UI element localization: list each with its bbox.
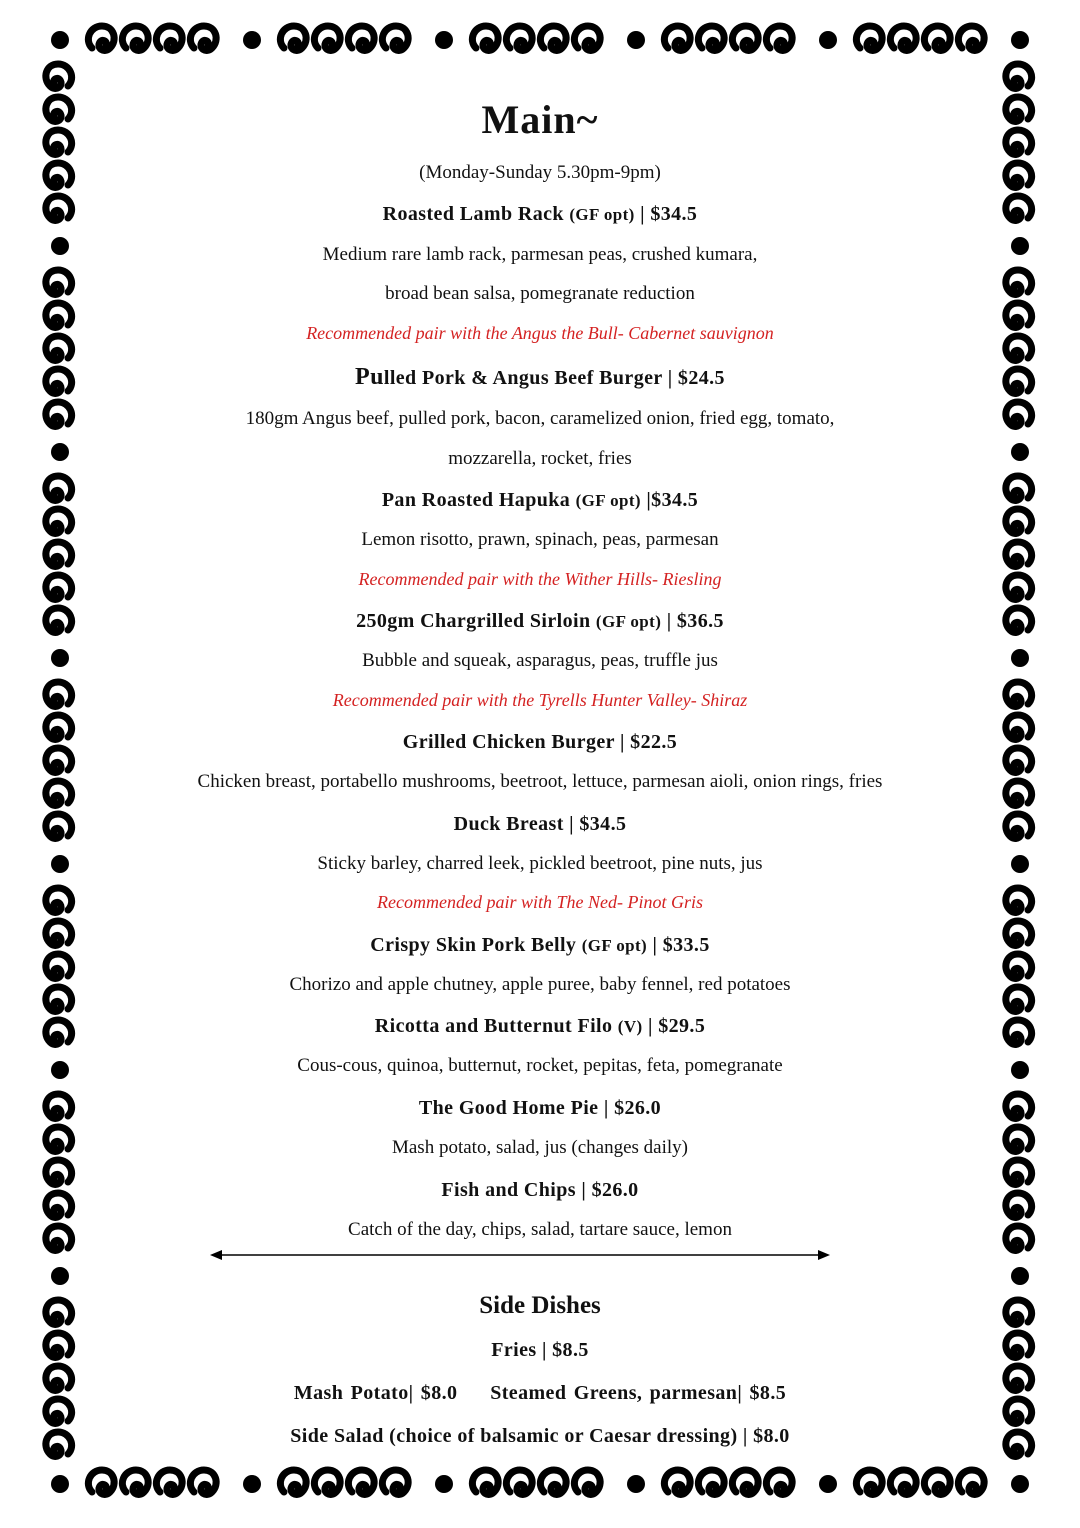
border-dot	[1011, 1061, 1029, 1079]
dish-description: Sticky barley, charred leek, pickled beetroot, pine nuts, jus	[317, 853, 763, 874]
dish-name: Ricotta and Butternut Filo	[374, 1015, 613, 1037]
border-swirl	[46, 748, 72, 772]
dish-description: Lemon risotto, prawn, spinach, peas, parmesan	[361, 529, 719, 550]
border-swirl	[1006, 888, 1032, 912]
menu-title: Main~	[481, 97, 599, 142]
wine-pairing: Recommended pair with the Tyrells Hunter Valley- Shiraz	[332, 690, 748, 710]
dish-description: broad bean salsa, pomegranate reduction	[385, 283, 695, 304]
border-dot	[51, 1267, 69, 1285]
wine-pairing: Recommended pair with the Wither Hills- Riesling	[358, 569, 722, 589]
dish-name: Crispy Skin Pork Belly	[370, 934, 577, 956]
border-swirl	[46, 1193, 72, 1217]
menu-item-title	[90, 489, 990, 512]
border-dot	[1011, 237, 1029, 255]
border-swirl	[46, 781, 72, 805]
border-swirl	[1006, 1333, 1032, 1357]
border-swirl	[46, 369, 72, 393]
menu-item-title	[90, 203, 990, 226]
dish-description: 180gm Angus beef, pulled pork, bacon, caramelized onion, fried egg, tomato,	[245, 408, 835, 429]
dietary-tag: (GF opt)	[581, 936, 648, 955]
border-dot	[1011, 31, 1029, 49]
border-dot	[51, 443, 69, 461]
border-swirl	[1006, 987, 1032, 1011]
border-swirl	[1006, 1432, 1032, 1456]
border-swirl	[46, 1333, 72, 1357]
border-dot	[1011, 855, 1029, 873]
border-swirl	[1006, 542, 1032, 566]
border-dot	[51, 1061, 69, 1079]
dish-description: Cous-cous, quinoa, butternut, rocket, pepitas, feta, pomegranate	[297, 1055, 783, 1076]
border-swirl	[46, 476, 72, 500]
border-swirl	[46, 1127, 72, 1151]
border-swirl	[1006, 402, 1032, 426]
dish-description: Bubble and squeak, asparagus, peas, truffle jus	[362, 650, 718, 671]
border-swirl	[46, 64, 72, 88]
dish-price: | $34.5	[640, 203, 698, 225]
service-hours: (Monday-Sunday 5.30pm-9pm)	[419, 162, 661, 183]
side-dishes-heading: Side Dishes	[479, 1292, 601, 1319]
border-swirl	[46, 1020, 72, 1044]
menu-item-title	[90, 1015, 990, 1038]
dish-name: Grilled Chicken Burger	[402, 731, 615, 753]
dish-price: | $26.0	[603, 1097, 662, 1119]
dish-name-initial: Pu	[355, 364, 384, 390]
dish-price: | $33.5	[652, 934, 710, 956]
menu-item-title	[90, 1097, 990, 1120]
menu-item-title	[90, 813, 990, 836]
border-swirl	[1006, 336, 1032, 360]
dish-name: The Good Home Pie	[418, 1097, 599, 1119]
dish-name: Duck Breast	[453, 813, 564, 835]
border-swirl	[1006, 1366, 1032, 1390]
border-swirl	[46, 303, 72, 327]
menu-item-title	[90, 1179, 990, 1202]
side-item: Side Salad (choice of balsamic or Caesar dressing) | $8.0	[290, 1425, 790, 1447]
menu-item-title	[90, 934, 990, 957]
dietary-tag: (V)	[617, 1017, 643, 1036]
border-swirl	[46, 196, 72, 220]
border-dot	[1011, 1267, 1029, 1285]
border-swirl	[1006, 1399, 1032, 1423]
side-item: Mash Potato| $8.0	[293, 1382, 458, 1404]
menu-page	[90, 0, 990, 1528]
border-swirl	[1006, 814, 1032, 838]
side-item: Fries | $8.5	[491, 1339, 589, 1361]
dish-price: | $22.5	[619, 731, 678, 753]
border-swirl	[1006, 575, 1032, 599]
border-swirl	[1006, 1226, 1032, 1250]
wine-pairing: Recommended pair with the Angus the Bull- Cabernet sauvignon	[306, 323, 774, 343]
dish-name: 250gm Chargrilled Sirloin	[356, 610, 591, 632]
border-dot	[1011, 1475, 1029, 1493]
dish-price: | $29.5	[648, 1015, 706, 1037]
dish-price: |$34.5	[646, 489, 699, 511]
border-swirl	[46, 336, 72, 360]
border-swirl	[1006, 130, 1032, 154]
border-swirl	[46, 715, 72, 739]
dish-price: | $24.5	[667, 367, 725, 389]
border-swirl	[1006, 509, 1032, 533]
dish-description: Chorizo and apple chutney, apple puree, baby fennel, red potatoes	[289, 974, 791, 995]
border-dot	[51, 31, 69, 49]
border-swirl	[1006, 196, 1032, 220]
border-swirl	[46, 97, 72, 121]
dietary-tag: (GF opt)	[569, 205, 635, 224]
border-swirl	[46, 1160, 72, 1184]
dish-description: Medium rare lamb rack, parmesan peas, crushed kumara,	[322, 244, 758, 265]
border-swirl	[1006, 608, 1032, 632]
dish-description: Mash potato, salad, jus (changes daily)	[391, 1137, 688, 1158]
side-item-row	[90, 1382, 990, 1405]
wine-pairing: Recommended pair with The Ned- Pinot Gris	[377, 892, 703, 912]
border-dot	[51, 1475, 69, 1493]
border-swirl	[46, 1399, 72, 1423]
menu-item-title	[90, 731, 990, 754]
border-swirl	[1006, 476, 1032, 500]
border-swirl	[46, 888, 72, 912]
border-swirl	[46, 1432, 72, 1456]
border-swirl	[46, 542, 72, 566]
dish-price: | $34.5	[569, 813, 627, 835]
border-swirl	[1006, 715, 1032, 739]
border-dot	[1011, 443, 1029, 461]
border-swirl	[46, 402, 72, 426]
border-swirl	[46, 509, 72, 533]
border-swirl	[1006, 303, 1032, 327]
border-swirl	[46, 1300, 72, 1324]
border-swirl	[1006, 1020, 1032, 1044]
border-dot	[1011, 649, 1029, 667]
dish-description: Chicken breast, portabello mushrooms, beetroot, lettuce, parmesan aioli, onion rings, fries	[197, 771, 883, 792]
dietary-tag: (GF opt)	[575, 491, 641, 510]
border-swirl	[1006, 748, 1032, 772]
menu-item-title	[90, 610, 990, 633]
border-swirl	[46, 575, 72, 599]
dish-name: Fish and Chips	[441, 1179, 576, 1201]
border-swirl	[1006, 682, 1032, 706]
border-swirl	[1006, 1094, 1032, 1118]
border-swirl	[1006, 781, 1032, 805]
border-swirl	[46, 608, 72, 632]
border-swirl	[1006, 954, 1032, 978]
border-swirl	[1006, 163, 1032, 187]
border-swirl	[1006, 1193, 1032, 1217]
border-swirl	[1006, 1300, 1032, 1324]
border-swirl	[1006, 97, 1032, 121]
dish-description: mozzarella, rocket, fries	[448, 448, 632, 469]
dietary-tag: (GF opt)	[595, 612, 662, 631]
border-swirl	[46, 1094, 72, 1118]
section-divider	[210, 1248, 830, 1262]
border-dot	[51, 237, 69, 255]
border-swirl	[46, 921, 72, 945]
border-swirl	[46, 1366, 72, 1390]
border-swirl	[46, 1226, 72, 1250]
border-dot	[51, 649, 69, 667]
border-swirl	[1006, 1160, 1032, 1184]
border-swirl	[46, 682, 72, 706]
border-swirl	[1006, 921, 1032, 945]
dish-name: Pan Roasted Hapuka	[381, 489, 571, 511]
border-swirl	[46, 814, 72, 838]
dish-price: | $36.5	[666, 610, 724, 632]
border-dot	[51, 855, 69, 873]
border-swirl	[1006, 369, 1032, 393]
border-swirl	[1006, 64, 1032, 88]
dish-name: Roasted Lamb Rack	[382, 203, 564, 225]
dish-description: Catch of the day, chips, salad, tartare sauce, lemon	[348, 1219, 732, 1240]
border-swirl	[1006, 270, 1032, 294]
border-swirl	[46, 270, 72, 294]
dish-name: lled Pork & Angus Beef Burger	[383, 367, 663, 389]
menu-item-title	[90, 364, 990, 391]
border-swirl	[46, 954, 72, 978]
border-swirl	[46, 987, 72, 1011]
border-swirl	[46, 130, 72, 154]
side-item: Steamed Greens, parmesan| $8.5	[490, 1382, 787, 1404]
dish-price: | $26.0	[581, 1179, 639, 1201]
border-swirl	[46, 163, 72, 187]
border-swirl	[1006, 1127, 1032, 1151]
